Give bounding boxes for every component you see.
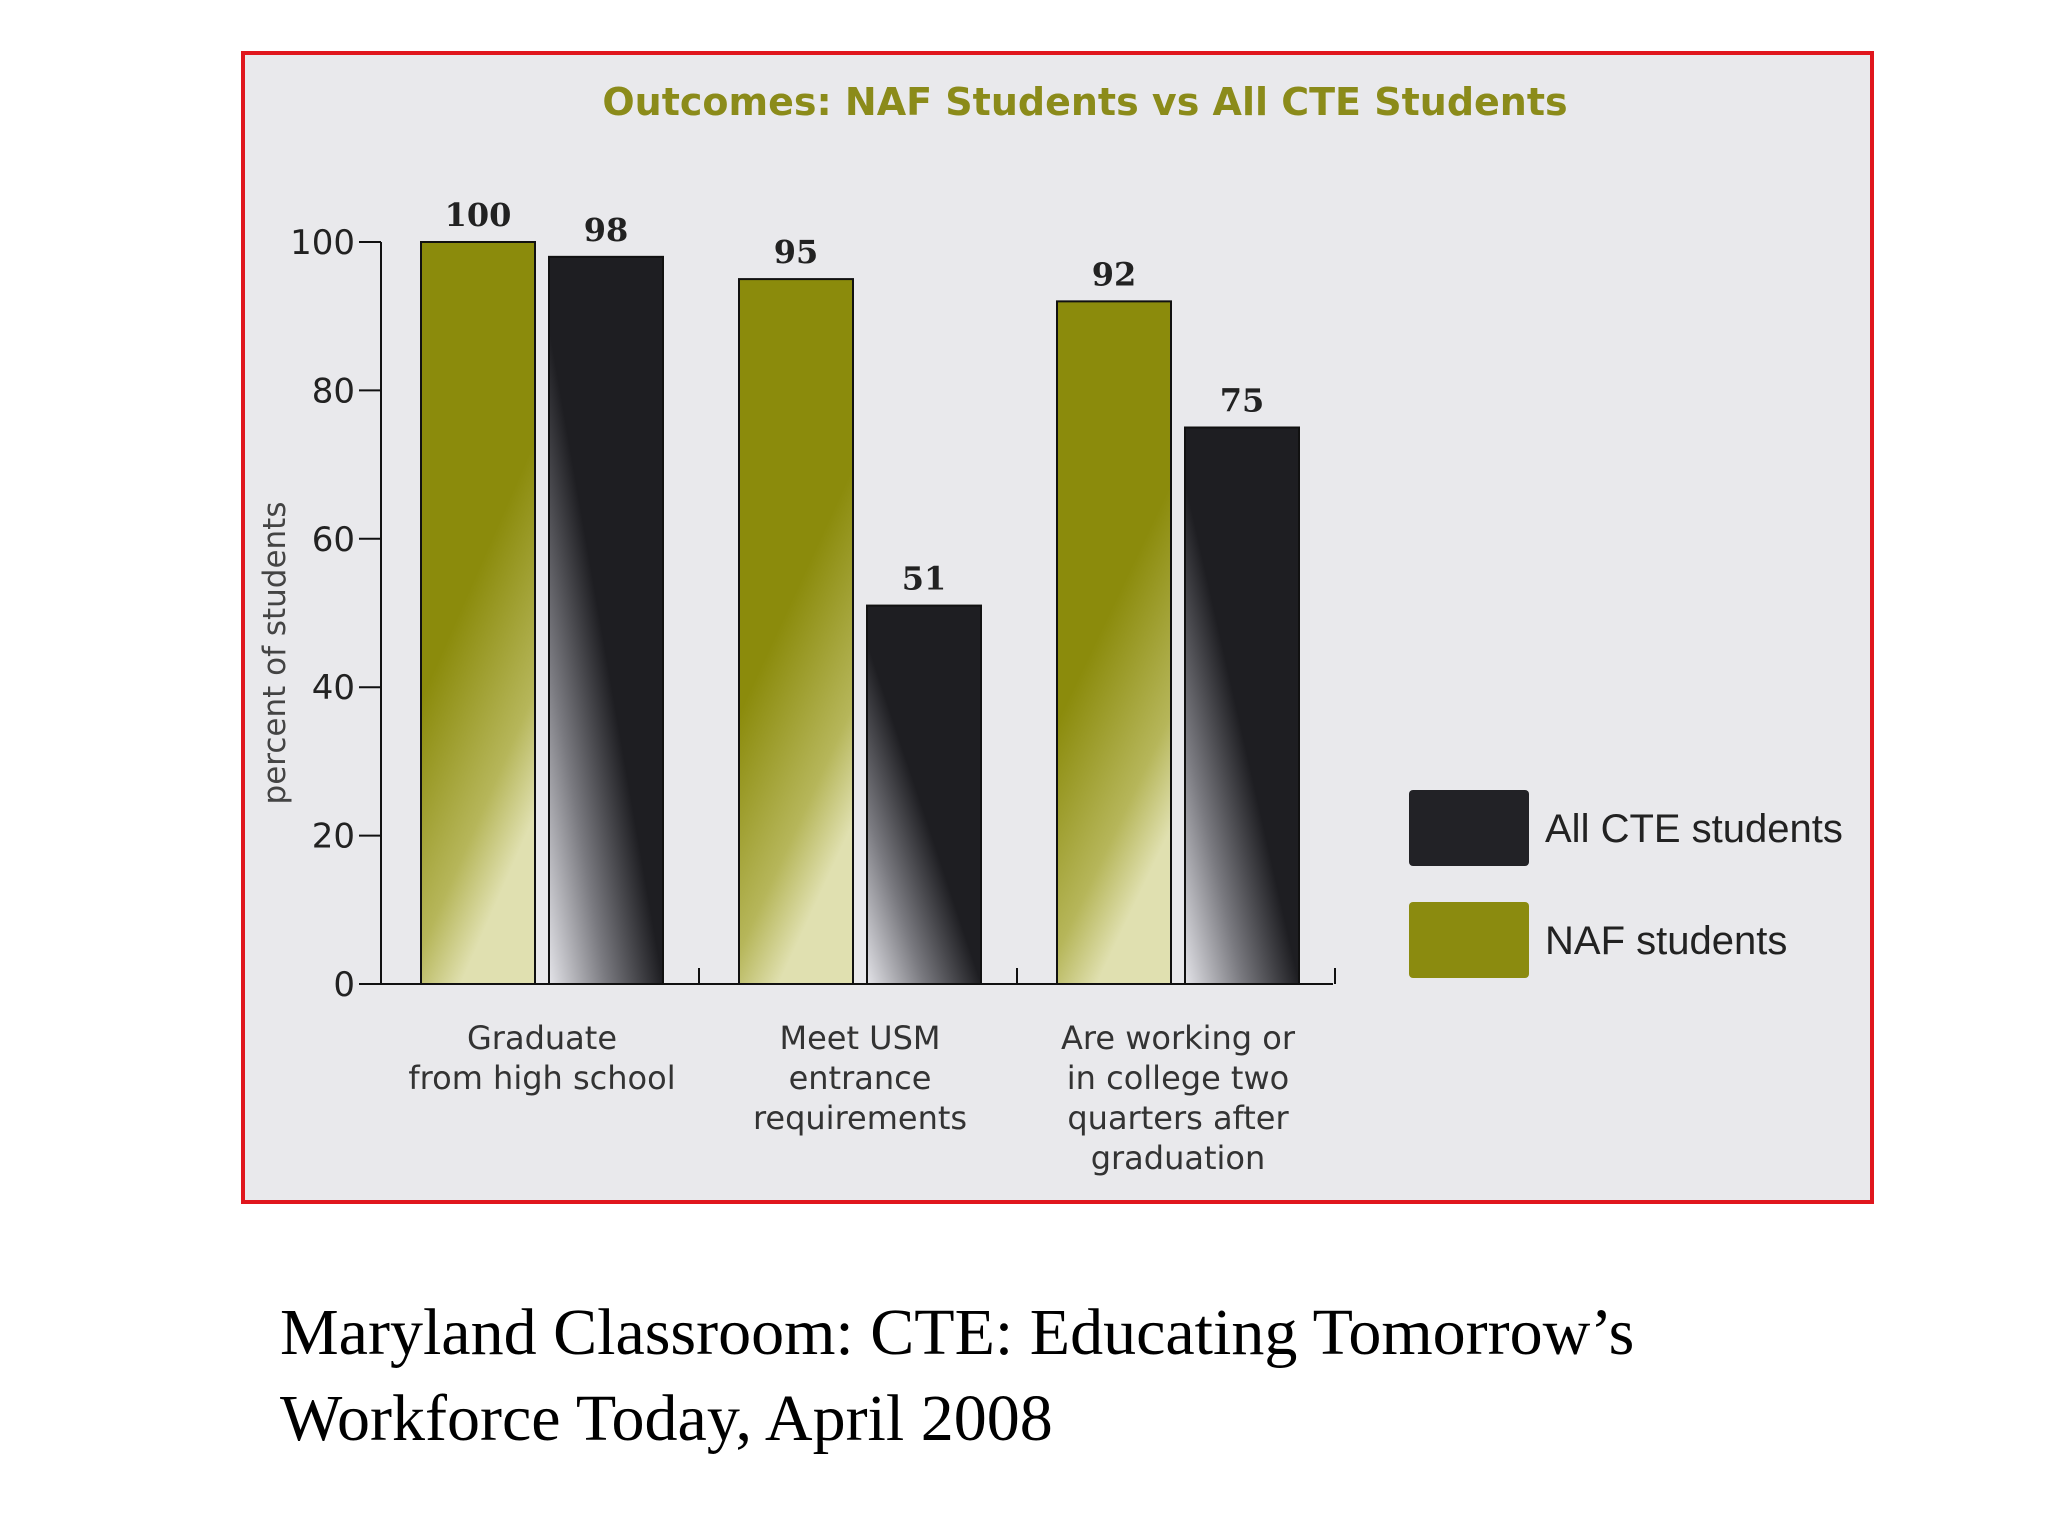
y-tick-label: 80 [311, 371, 355, 412]
x-category-label: quarters after [1067, 1099, 1289, 1137]
y-tick-label: 100 [290, 223, 355, 263]
x-category-label: graduation [1090, 1139, 1266, 1177]
source-caption [280, 1290, 1880, 1462]
caption-line-2: Workforce Today, April 2008 [280, 1382, 1053, 1455]
bar [549, 257, 663, 984]
x-category-label: in college two [1066, 1059, 1290, 1097]
bar-value-label: 98 [583, 210, 629, 249]
x-category-label: Are working or [1060, 1019, 1296, 1057]
bar [421, 242, 535, 984]
legend-label: All CTE students [1545, 807, 1843, 851]
legend-label: NAF students [1545, 919, 1788, 963]
y-tick-label: 0 [333, 965, 355, 1005]
x-category-label: Meet USM [779, 1019, 941, 1057]
y-tick-label: 40 [311, 668, 355, 709]
bar-value-label: 75 [1219, 381, 1265, 420]
bar [867, 606, 981, 984]
x-category-label: from high school [408, 1059, 676, 1097]
y-tick-label: 60 [311, 519, 355, 560]
x-category-label: Graduate [467, 1019, 617, 1057]
bar-value-label: 51 [901, 559, 947, 598]
y-tick-label: 20 [311, 816, 355, 857]
chart-frame [241, 51, 1874, 1204]
bar-value-label: 100 [444, 196, 512, 234]
x-category-label: requirements [752, 1099, 968, 1137]
bar-value-label: 95 [773, 233, 819, 272]
legend-swatch [1409, 902, 1529, 978]
chart-title: Outcomes: NAF Students vs All CTE Students [602, 80, 1568, 124]
bar-value-label: 92 [1091, 255, 1137, 294]
y-axis-label: percent of students [257, 501, 293, 805]
bar [739, 279, 853, 984]
bar-chart [245, 55, 1870, 1200]
bar [1057, 301, 1171, 984]
legend-swatch [1409, 790, 1529, 866]
x-category-label: entrance [788, 1059, 932, 1097]
bar [1185, 428, 1299, 985]
caption-line-1: Maryland Classroom: CTE: Educating Tomorrow’s [280, 1296, 1635, 1369]
